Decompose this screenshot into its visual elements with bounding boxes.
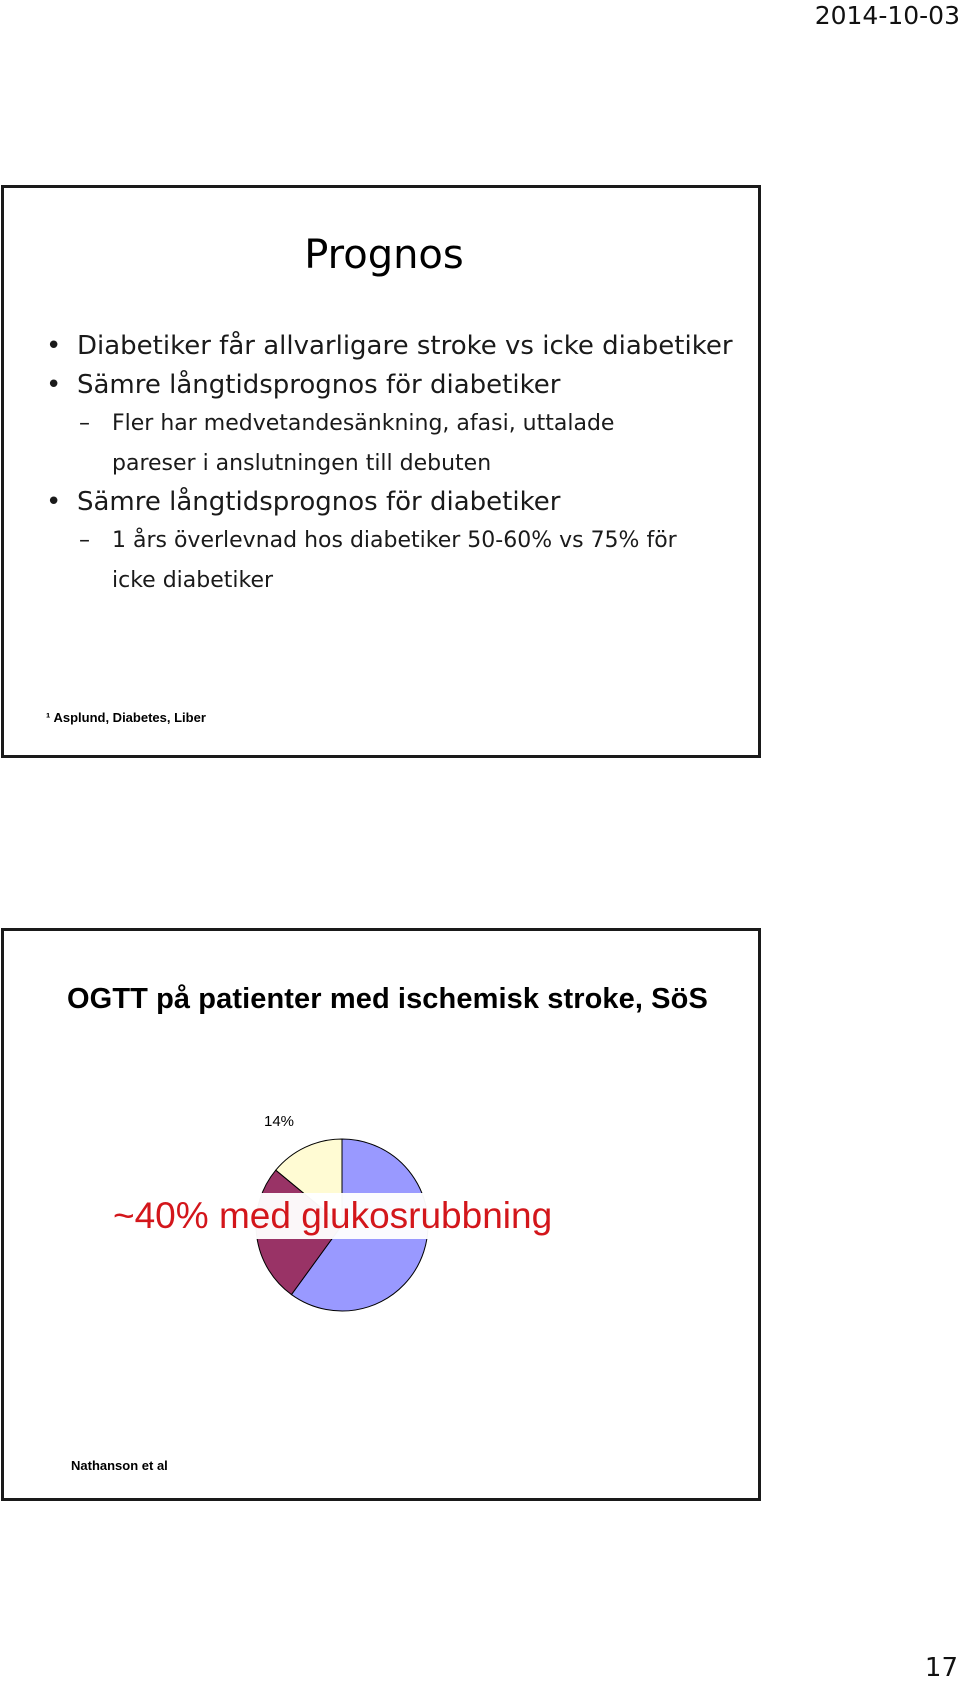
bullet-list <box>4 328 744 601</box>
bullet-text: Diabetiker får allvarligare stroke vs icke diabetiker <box>77 331 733 361</box>
bullet-item <box>4 328 744 365</box>
page-number: 17 <box>924 1653 958 1683</box>
footnote: ¹ Asplund, Diabetes, Liber <box>46 710 206 725</box>
dash-icon: – <box>79 411 90 436</box>
slide-title: OGTT på patienter med ischemisk stroke, SöS <box>67 983 708 1015</box>
bullet-icon: • <box>46 487 62 517</box>
bullet-item <box>4 484 744 521</box>
bullet-text: Sämre långtidsprognos för diabetiker <box>77 370 561 400</box>
dash-icon: – <box>79 528 90 553</box>
sub-bullet-item <box>4 521 744 601</box>
sub-bullet-text: Fler har medvetandesänkning, afasi, uttalade pareser i anslutningen till debuten <box>112 411 615 476</box>
slice-label: 14% <box>264 1113 295 1130</box>
slide-title: Prognos <box>304 232 464 278</box>
slide-ogtt <box>1 928 761 1501</box>
slide-prognos <box>1 185 761 758</box>
overlay-callout: ~40% med glukosrubbning <box>109 1193 556 1239</box>
bullet-text: Sämre långtidsprognos för diabetiker <box>77 487 561 517</box>
sub-bullet-text: 1 års överlevnad hos diabetiker 50-60% vs 75% för icke diabetiker <box>112 528 677 593</box>
footnote: Nathanson et al <box>71 1458 168 1473</box>
bullet-item <box>4 367 744 404</box>
page-date: 2014-10-03 <box>814 1 960 30</box>
bullet-icon: • <box>46 370 62 400</box>
bullet-icon: • <box>46 331 62 361</box>
sub-bullet-item <box>4 404 744 484</box>
